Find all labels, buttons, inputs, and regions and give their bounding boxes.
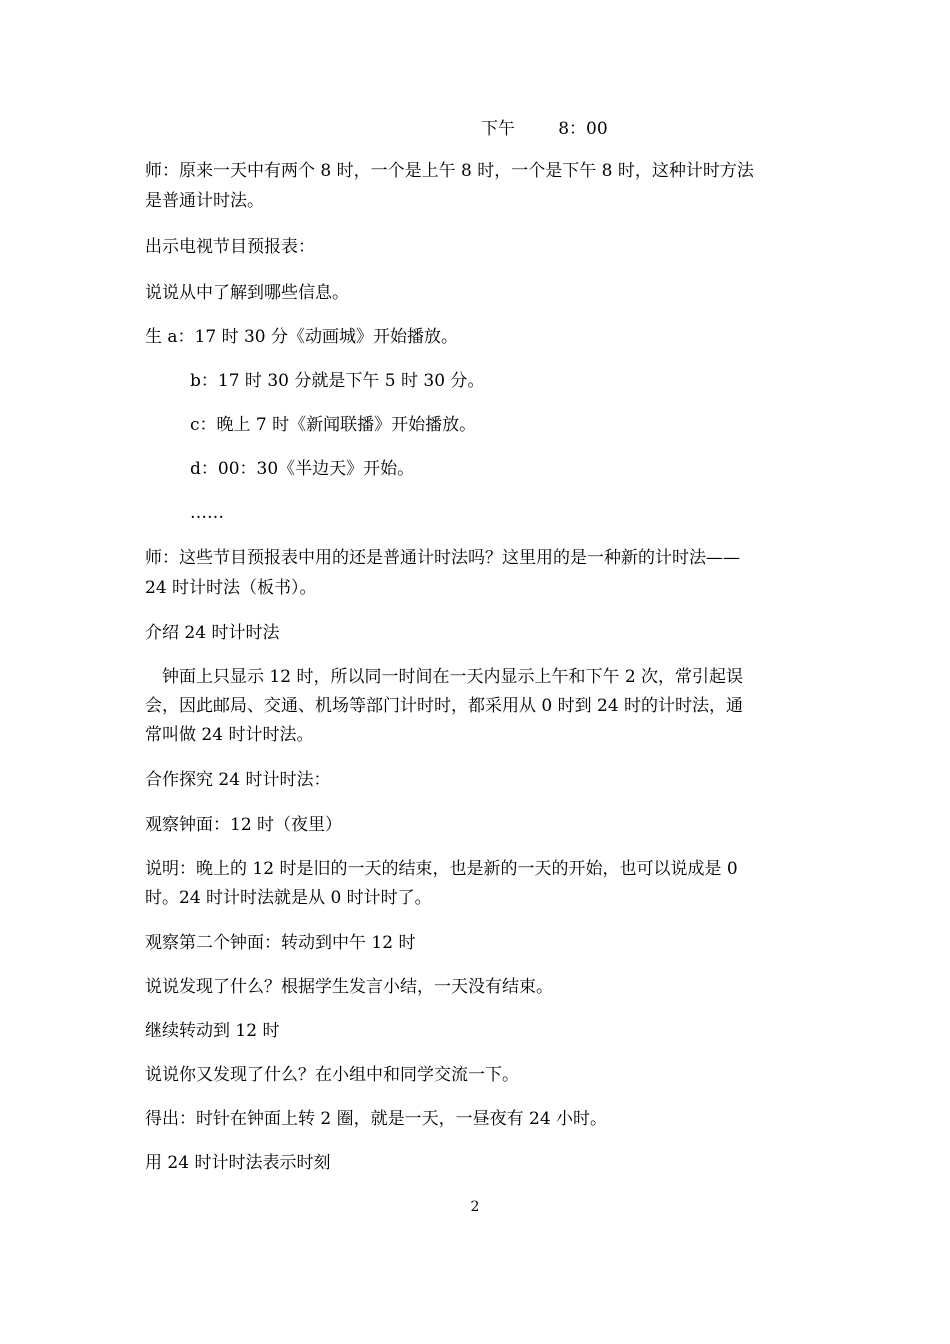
paragraph-line: 说说你又发现了什么？在小组中和同学交流一下。 xyxy=(145,1065,519,1085)
paragraph-line: 24 时计时法（板书）。 xyxy=(145,578,317,598)
paragraph-line: 常叫做 24 时计时法。 xyxy=(145,725,314,745)
paragraph-line: c：晚上 7 时《新闻联播》开始播放。 xyxy=(190,415,477,435)
paragraph-line: 钟面上只显示 12 时，所以同一时间在一天内显示上午和下午 2 次，常引起误 xyxy=(162,667,744,687)
section-heading: 合作探究 24 时计时法： xyxy=(145,770,331,790)
section-heading: 介绍 24 时计时法 xyxy=(145,623,280,643)
paragraph-line: d：00：30《半边天》开始。 xyxy=(190,459,415,479)
paragraph-line: 继续转动到 12 时 xyxy=(145,1021,280,1041)
paragraph-line: 生 a：17 时 30 分《动画城》开始播放。 xyxy=(145,327,459,347)
paragraph-line: 是普通计时法。 xyxy=(145,191,264,211)
time-line xyxy=(481,116,608,142)
ellipsis: …… xyxy=(190,503,224,523)
paragraph-line: 说说从中了解到哪些信息。 xyxy=(145,283,349,303)
paragraph-line: 师：原来一天中有两个 8 时，一个是上午 8 时，一个是下午 8 时，这种计时方法 xyxy=(145,161,754,181)
paragraph-line: 师：这些节目预报表中用的还是普通计时法吗？这里用的是一种新的计时法—— xyxy=(145,548,740,568)
page-number: 2 xyxy=(470,1199,480,1215)
paragraph-line: 说明：晚上的 12 时是旧的一天的结束，也是新的一天的开始，也可以说成是 0 xyxy=(145,859,738,879)
paragraph-line: 出示电视节目预报表： xyxy=(145,237,315,257)
time-value: 8：00 xyxy=(558,119,608,139)
paragraph-line: 说说发现了什么？根据学生发言小结，一天没有结束。 xyxy=(145,977,553,997)
time-period: 下午 xyxy=(481,119,515,139)
paragraph-line: 观察第二个钟面：转动到中午 12 时 xyxy=(145,933,416,953)
paragraph-line: 时。24 时计时法就是从 0 时计时了。 xyxy=(145,888,432,908)
section-heading: 用 24 时计时法表示时刻 xyxy=(145,1153,331,1173)
paragraph-line: b：17 时 30 分就是下午 5 时 30 分。 xyxy=(190,371,485,391)
paragraph-line: 得出：时针在钟面上转 2 圈，就是一天，一昼夜有 24 小时。 xyxy=(145,1109,608,1129)
paragraph-line: 观察钟面：12 时（夜里） xyxy=(145,815,343,835)
paragraph-line: 会，因此邮局、交通、机场等部门计时时，都采用从 0 时到 24 时的计时法，通 xyxy=(145,696,744,716)
